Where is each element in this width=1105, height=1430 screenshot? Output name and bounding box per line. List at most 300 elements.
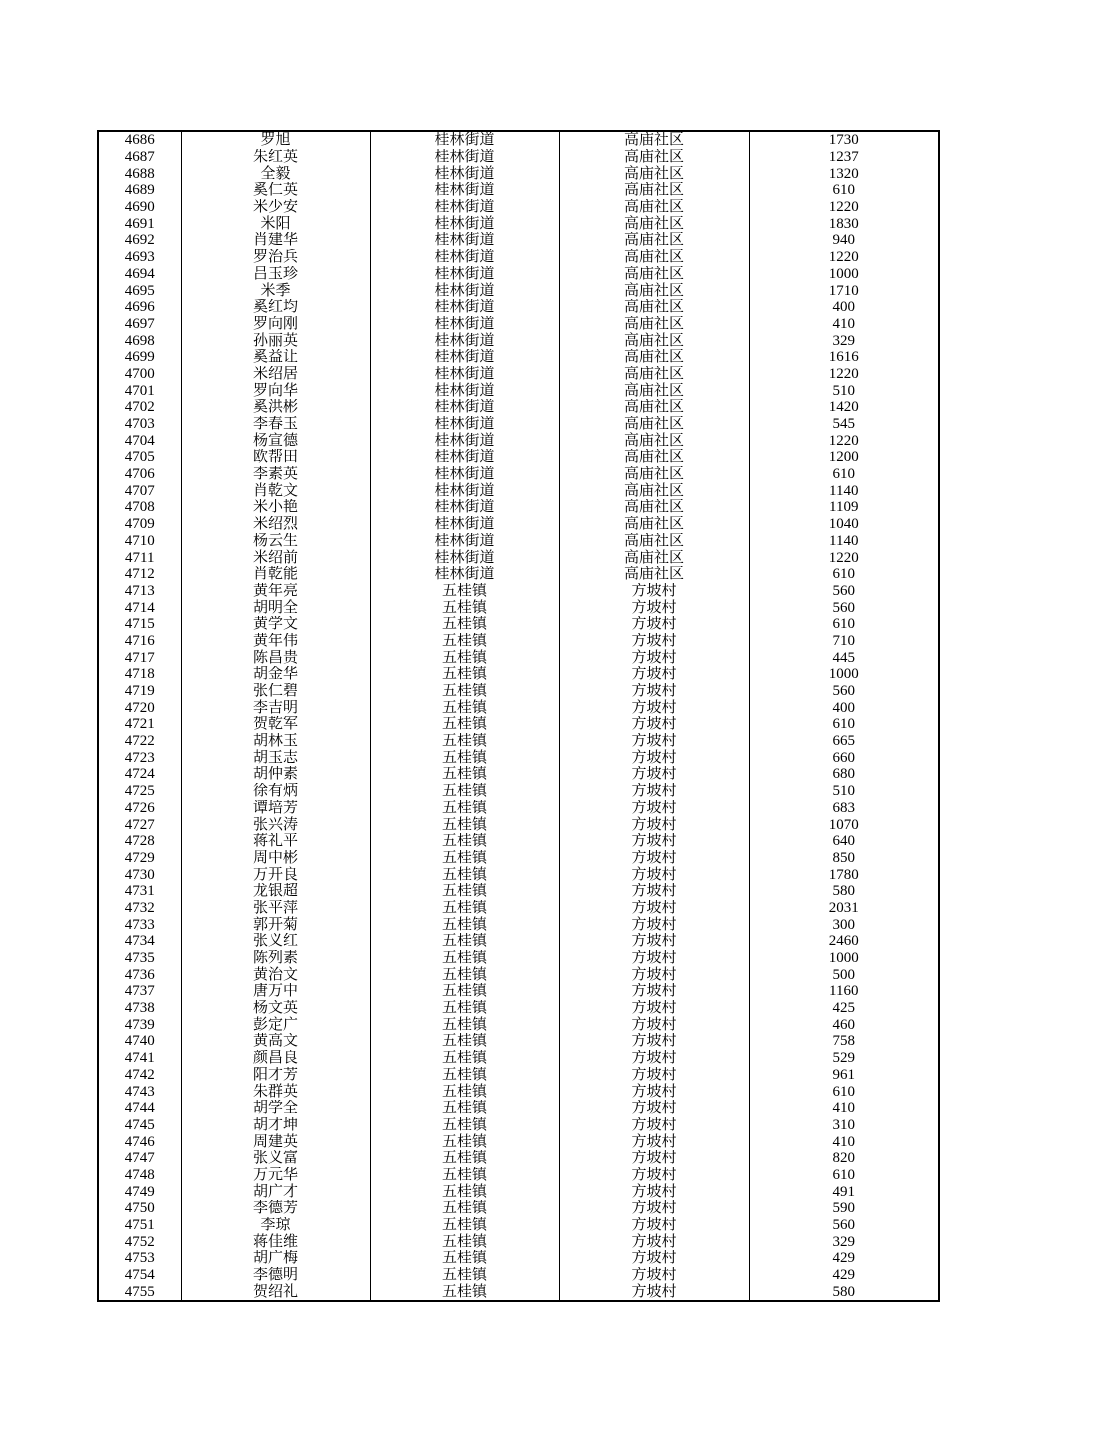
table-row (98, 699, 939, 716)
name-cell: 肖乾文 (181, 482, 370, 499)
table-row (98, 866, 939, 883)
table-row (98, 416, 939, 433)
street-cell: 桂林街道 (370, 432, 559, 449)
name-cell: 米季 (181, 282, 370, 299)
name-cell: 徐有炳 (181, 783, 370, 800)
name-cell: 胡广梅 (181, 1250, 370, 1267)
row-number-cell: 4743 (98, 1083, 181, 1100)
name-cell: 李德芳 (181, 1200, 370, 1217)
street-cell: 五桂镇 (370, 1067, 559, 1084)
amount-cell: 500 (749, 966, 939, 983)
community-cell: 高庙社区 (559, 282, 749, 299)
amount-cell: 460 (749, 1016, 939, 1033)
community-cell: 高庙社区 (559, 366, 749, 383)
street-cell: 桂林街道 (370, 199, 559, 216)
community-cell: 高庙社区 (559, 499, 749, 516)
street-cell: 五桂镇 (370, 1267, 559, 1284)
table-row (98, 616, 939, 633)
table-row (98, 1200, 939, 1217)
name-cell: 肖乾能 (181, 566, 370, 583)
street-cell: 五桂镇 (370, 1083, 559, 1100)
name-cell: 奚益让 (181, 349, 370, 366)
name-cell: 奚洪彬 (181, 399, 370, 416)
street-cell: 五桂镇 (370, 783, 559, 800)
street-cell: 五桂镇 (370, 1250, 559, 1267)
street-cell: 桂林街道 (370, 482, 559, 499)
community-cell: 方坡村 (559, 699, 749, 716)
table-row (98, 1117, 939, 1134)
community-cell: 方坡村 (559, 1150, 749, 1167)
row-number-cell: 4741 (98, 1050, 181, 1067)
name-cell: 黄年亮 (181, 583, 370, 600)
street-cell: 五桂镇 (370, 1167, 559, 1184)
row-number-cell: 4738 (98, 1000, 181, 1017)
table-row (98, 215, 939, 232)
street-cell: 桂林街道 (370, 416, 559, 433)
table-row (98, 1033, 939, 1050)
name-cell: 米阳 (181, 215, 370, 232)
community-cell: 方坡村 (559, 683, 749, 700)
row-number-cell: 4700 (98, 366, 181, 383)
street-cell: 桂林街道 (370, 449, 559, 466)
amount-cell: 1040 (749, 516, 939, 533)
community-cell: 方坡村 (559, 933, 749, 950)
amount-cell: 1070 (749, 816, 939, 833)
community-cell: 方坡村 (559, 1033, 749, 1050)
name-cell: 胡林玉 (181, 733, 370, 750)
community-cell: 高庙社区 (559, 349, 749, 366)
amount-cell: 429 (749, 1267, 939, 1284)
table-row (98, 232, 939, 249)
street-cell: 桂林街道 (370, 382, 559, 399)
row-number-cell: 4688 (98, 165, 181, 182)
name-cell: 杨文英 (181, 1000, 370, 1017)
row-number-cell: 4708 (98, 499, 181, 516)
table-row (98, 950, 939, 967)
community-cell: 高庙社区 (559, 249, 749, 266)
row-number-cell: 4749 (98, 1183, 181, 1200)
community-cell: 高庙社区 (559, 516, 749, 533)
name-cell: 胡明全 (181, 599, 370, 616)
street-cell: 五桂镇 (370, 1117, 559, 1134)
amount-cell: 560 (749, 683, 939, 700)
row-number-cell: 4709 (98, 516, 181, 533)
table-row (98, 1133, 939, 1150)
amount-cell: 1220 (749, 366, 939, 383)
row-number-cell: 4724 (98, 766, 181, 783)
amount-cell: 660 (749, 749, 939, 766)
community-cell: 方坡村 (559, 866, 749, 883)
street-cell: 五桂镇 (370, 900, 559, 917)
name-cell: 杨云生 (181, 533, 370, 550)
table-row (98, 399, 939, 416)
row-number-cell: 4716 (98, 633, 181, 650)
row-number-cell: 4733 (98, 916, 181, 933)
amount-cell: 710 (749, 633, 939, 650)
table-row (98, 1016, 939, 1033)
amount-cell: 300 (749, 916, 939, 933)
row-number-cell: 4723 (98, 749, 181, 766)
table-row (98, 332, 939, 349)
table-row (98, 266, 939, 283)
street-cell: 桂林街道 (370, 215, 559, 232)
street-cell: 五桂镇 (370, 1033, 559, 1050)
row-number-cell: 4722 (98, 733, 181, 750)
row-number-cell: 4754 (98, 1267, 181, 1284)
name-cell: 胡才坤 (181, 1117, 370, 1134)
amount-cell: 1140 (749, 482, 939, 499)
row-number-cell: 4748 (98, 1167, 181, 1184)
community-cell: 高庙社区 (559, 466, 749, 483)
street-cell: 桂林街道 (370, 332, 559, 349)
row-number-cell: 4692 (98, 232, 181, 249)
community-cell: 高庙社区 (559, 416, 749, 433)
name-cell: 孙丽英 (181, 332, 370, 349)
community-cell: 方坡村 (559, 1283, 749, 1301)
row-number-cell: 4695 (98, 282, 181, 299)
name-cell: 黄治文 (181, 966, 370, 983)
amount-cell: 545 (749, 416, 939, 433)
table-row (98, 900, 939, 917)
table-row (98, 482, 939, 499)
community-cell: 高庙社区 (559, 432, 749, 449)
row-number-cell: 4707 (98, 482, 181, 499)
row-number-cell: 4710 (98, 533, 181, 550)
amount-cell: 610 (749, 716, 939, 733)
street-cell: 桂林街道 (370, 366, 559, 383)
street-cell: 五桂镇 (370, 666, 559, 683)
table-row (98, 1150, 939, 1167)
community-cell: 方坡村 (559, 800, 749, 817)
name-cell: 胡仲素 (181, 766, 370, 783)
name-cell: 张平萍 (181, 900, 370, 917)
name-cell: 胡广才 (181, 1183, 370, 1200)
row-number-cell: 4686 (98, 131, 181, 149)
row-number-cell: 4687 (98, 149, 181, 166)
amount-cell: 610 (749, 1083, 939, 1100)
table-row (98, 1250, 939, 1267)
community-cell: 方坡村 (559, 1050, 749, 1067)
table-row (98, 1283, 939, 1301)
street-cell: 五桂镇 (370, 766, 559, 783)
street-cell: 五桂镇 (370, 616, 559, 633)
community-cell: 方坡村 (559, 666, 749, 683)
amount-cell: 610 (749, 566, 939, 583)
table-row (98, 1000, 939, 1017)
name-cell: 全毅 (181, 165, 370, 182)
name-cell: 欧帮田 (181, 449, 370, 466)
community-cell: 高庙社区 (559, 316, 749, 333)
row-number-cell: 4730 (98, 866, 181, 883)
name-cell: 万元华 (181, 1167, 370, 1184)
table-row (98, 566, 939, 583)
name-cell: 米小艳 (181, 499, 370, 516)
street-cell: 五桂镇 (370, 1133, 559, 1150)
street-cell: 五桂镇 (370, 866, 559, 883)
table-row (98, 1183, 939, 1200)
name-cell: 李春玉 (181, 416, 370, 433)
name-cell: 龙银超 (181, 883, 370, 900)
row-number-cell: 4732 (98, 900, 181, 917)
table-row (98, 449, 939, 466)
community-cell: 方坡村 (559, 1133, 749, 1150)
street-cell: 桂林街道 (370, 282, 559, 299)
street-cell: 桂林街道 (370, 349, 559, 366)
name-cell: 周建英 (181, 1133, 370, 1150)
row-number-cell: 4740 (98, 1033, 181, 1050)
name-cell: 颜昌良 (181, 1050, 370, 1067)
amount-cell: 820 (749, 1150, 939, 1167)
row-number-cell: 4689 (98, 182, 181, 199)
row-number-cell: 4751 (98, 1217, 181, 1234)
amount-cell: 560 (749, 599, 939, 616)
amount-cell: 445 (749, 649, 939, 666)
row-number-cell: 4755 (98, 1283, 181, 1301)
row-number-cell: 4728 (98, 833, 181, 850)
name-cell: 陈列素 (181, 950, 370, 967)
row-number-cell: 4721 (98, 716, 181, 733)
amount-cell: 329 (749, 332, 939, 349)
amount-cell: 1830 (749, 215, 939, 232)
amount-cell: 529 (749, 1050, 939, 1067)
community-cell: 方坡村 (559, 1117, 749, 1134)
community-cell: 高庙社区 (559, 482, 749, 499)
table-row (98, 533, 939, 550)
table-row (98, 1217, 939, 1234)
amount-cell: 1000 (749, 666, 939, 683)
street-cell: 五桂镇 (370, 800, 559, 817)
name-cell: 李德明 (181, 1267, 370, 1284)
community-cell: 方坡村 (559, 1233, 749, 1250)
row-number-cell: 4713 (98, 583, 181, 600)
community-cell: 方坡村 (559, 1267, 749, 1284)
name-cell: 蒋礼平 (181, 833, 370, 850)
street-cell: 五桂镇 (370, 1200, 559, 1217)
row-number-cell: 4719 (98, 683, 181, 700)
street-cell: 桂林街道 (370, 131, 559, 149)
table-row (98, 733, 939, 750)
row-number-cell: 4701 (98, 382, 181, 399)
name-cell: 唐万中 (181, 983, 370, 1000)
name-cell: 彭定广 (181, 1016, 370, 1033)
name-cell: 罗向华 (181, 382, 370, 399)
table-row (98, 1100, 939, 1117)
amount-cell: 758 (749, 1033, 939, 1050)
row-number-cell: 4703 (98, 416, 181, 433)
table-row (98, 883, 939, 900)
community-cell: 方坡村 (559, 783, 749, 800)
amount-cell: 1000 (749, 266, 939, 283)
community-cell: 方坡村 (559, 1000, 749, 1017)
community-cell: 高庙社区 (559, 382, 749, 399)
community-cell: 方坡村 (559, 749, 749, 766)
row-number-cell: 4734 (98, 933, 181, 950)
name-cell: 奚红均 (181, 299, 370, 316)
name-cell: 胡玉志 (181, 749, 370, 766)
street-cell: 桂林街道 (370, 466, 559, 483)
name-cell: 蒋佳维 (181, 1233, 370, 1250)
street-cell: 桂林街道 (370, 182, 559, 199)
row-number-cell: 4711 (98, 549, 181, 566)
name-cell: 米绍前 (181, 549, 370, 566)
row-number-cell: 4735 (98, 950, 181, 967)
street-cell: 五桂镇 (370, 1150, 559, 1167)
community-cell: 方坡村 (559, 1200, 749, 1217)
table-row (98, 299, 939, 316)
street-cell: 五桂镇 (370, 966, 559, 983)
amount-cell: 1730 (749, 131, 939, 149)
row-number-cell: 4739 (98, 1016, 181, 1033)
street-cell: 五桂镇 (370, 1183, 559, 1200)
street-cell: 五桂镇 (370, 1233, 559, 1250)
street-cell: 桂林街道 (370, 549, 559, 566)
amount-cell: 410 (749, 1100, 939, 1117)
amount-cell: 1000 (749, 950, 939, 967)
street-cell: 五桂镇 (370, 599, 559, 616)
table-row (98, 432, 939, 449)
amount-cell: 940 (749, 232, 939, 249)
table-row (98, 800, 939, 817)
table-row (98, 966, 939, 983)
name-cell: 贺绍礼 (181, 1283, 370, 1301)
street-cell: 五桂镇 (370, 950, 559, 967)
table-row (98, 516, 939, 533)
amount-cell: 1237 (749, 149, 939, 166)
table-row (98, 149, 939, 166)
community-cell: 方坡村 (559, 616, 749, 633)
name-cell: 奚仁英 (181, 182, 370, 199)
street-cell: 五桂镇 (370, 1100, 559, 1117)
street-cell: 桂林街道 (370, 566, 559, 583)
name-cell: 杨宣德 (181, 432, 370, 449)
table-row (98, 316, 939, 333)
amount-cell: 1616 (749, 349, 939, 366)
name-cell: 罗向刚 (181, 316, 370, 333)
street-cell: 五桂镇 (370, 1016, 559, 1033)
table-row (98, 783, 939, 800)
table-row (98, 599, 939, 616)
table-row (98, 633, 939, 650)
amount-cell: 590 (749, 1200, 939, 1217)
street-cell: 桂林街道 (370, 149, 559, 166)
amount-cell: 1220 (749, 432, 939, 449)
row-number-cell: 4699 (98, 349, 181, 366)
amount-cell: 491 (749, 1183, 939, 1200)
row-number-cell: 4729 (98, 850, 181, 867)
table-row (98, 182, 939, 199)
community-cell: 高庙社区 (559, 299, 749, 316)
amount-cell: 429 (749, 1250, 939, 1267)
community-cell: 高庙社区 (559, 332, 749, 349)
name-cell: 罗治兵 (181, 249, 370, 266)
community-cell: 方坡村 (559, 716, 749, 733)
name-cell: 万开良 (181, 866, 370, 883)
row-number-cell: 4742 (98, 1067, 181, 1084)
amount-cell: 610 (749, 182, 939, 199)
amount-cell: 1140 (749, 533, 939, 550)
amount-cell: 665 (749, 733, 939, 750)
community-cell: 高庙社区 (559, 399, 749, 416)
row-number-cell: 4747 (98, 1150, 181, 1167)
amount-cell: 2460 (749, 933, 939, 950)
amount-cell: 1109 (749, 499, 939, 516)
name-cell: 米少安 (181, 199, 370, 216)
street-cell: 桂林街道 (370, 533, 559, 550)
row-number-cell: 4702 (98, 399, 181, 416)
street-cell: 五桂镇 (370, 649, 559, 666)
community-cell: 高庙社区 (559, 232, 749, 249)
row-number-cell: 4752 (98, 1233, 181, 1250)
row-number-cell: 4727 (98, 816, 181, 833)
amount-cell: 610 (749, 616, 939, 633)
street-cell: 五桂镇 (370, 699, 559, 716)
name-cell: 张兴涛 (181, 816, 370, 833)
street-cell: 五桂镇 (370, 933, 559, 950)
amount-cell: 1220 (749, 549, 939, 566)
row-number-cell: 4693 (98, 249, 181, 266)
name-cell: 胡金华 (181, 666, 370, 683)
table-row (98, 249, 939, 266)
name-cell: 黄年伟 (181, 633, 370, 650)
row-number-cell: 4744 (98, 1100, 181, 1117)
table-row (98, 833, 939, 850)
community-cell: 方坡村 (559, 1083, 749, 1100)
name-cell: 米绍烈 (181, 516, 370, 533)
name-cell: 胡学全 (181, 1100, 370, 1117)
street-cell: 五桂镇 (370, 916, 559, 933)
community-cell: 方坡村 (559, 766, 749, 783)
street-cell: 五桂镇 (370, 1283, 559, 1301)
row-number-cell: 4705 (98, 449, 181, 466)
name-cell: 米绍居 (181, 366, 370, 383)
table-row (98, 583, 939, 600)
community-cell: 方坡村 (559, 916, 749, 933)
name-cell: 罗旭 (181, 131, 370, 149)
amount-cell: 961 (749, 1067, 939, 1084)
table-row (98, 916, 939, 933)
table-row (98, 282, 939, 299)
row-number-cell: 4696 (98, 299, 181, 316)
table-row (98, 983, 939, 1000)
row-number-cell: 4726 (98, 800, 181, 817)
amount-cell: 560 (749, 583, 939, 600)
name-cell: 张义富 (181, 1150, 370, 1167)
row-number-cell: 4691 (98, 215, 181, 232)
street-cell: 桂林街道 (370, 266, 559, 283)
row-number-cell: 4714 (98, 599, 181, 616)
street-cell: 桂林街道 (370, 299, 559, 316)
row-number-cell: 4694 (98, 266, 181, 283)
amount-cell: 1220 (749, 249, 939, 266)
community-cell: 方坡村 (559, 1016, 749, 1033)
community-cell: 高庙社区 (559, 182, 749, 199)
amount-cell: 610 (749, 466, 939, 483)
community-cell: 高庙社区 (559, 266, 749, 283)
table-row (98, 649, 939, 666)
community-cell: 方坡村 (559, 649, 749, 666)
amount-cell: 1220 (749, 199, 939, 216)
row-number-cell: 4736 (98, 966, 181, 983)
amount-cell: 680 (749, 766, 939, 783)
table-row (98, 466, 939, 483)
street-cell: 五桂镇 (370, 1000, 559, 1017)
table-body (98, 131, 939, 1301)
community-cell: 方坡村 (559, 733, 749, 750)
amount-cell: 510 (749, 382, 939, 399)
row-number-cell: 4706 (98, 466, 181, 483)
community-cell: 高庙社区 (559, 533, 749, 550)
table-row (98, 749, 939, 766)
